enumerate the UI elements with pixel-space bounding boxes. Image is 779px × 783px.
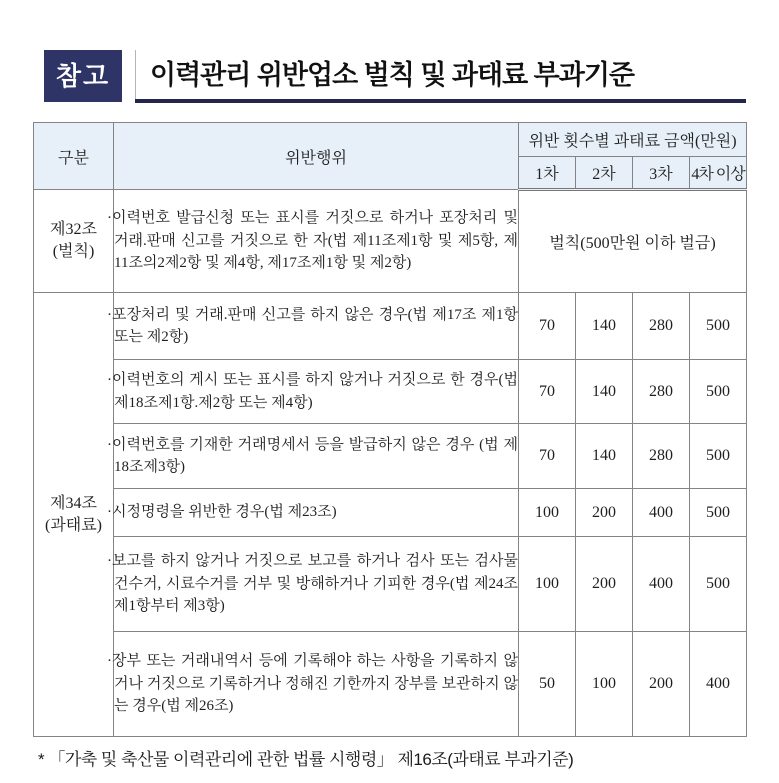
penalty-table (33, 122, 747, 737)
violation-cell: ·장부 또는 거래내역서 등에 기록해야 하는 사항을 기록하지 않거나 거짓으로 기록하거나 정해진 기한까지 장부를 보관하지 않는 경우(법 제26조) (114, 632, 519, 737)
fine-cell-1st: 70 (519, 360, 576, 424)
table-row-article34-1 (34, 293, 747, 360)
footnote: * 「가축 및 축산물 이력관리에 관한 법률 시행령」 제16조(과태료 부과기준) (38, 750, 574, 769)
violation-cell: ·이력번호의 게시 또는 표시를 하지 않거나 거짓으로 한 경우(법 제18조제1항.제2항 또는 제4항) (114, 360, 519, 424)
reference-badge: 참고 (44, 50, 122, 102)
category-line2: (벌칙) (52, 243, 95, 260)
fine-cell-1st: 100 (519, 537, 576, 632)
fine-cell-1st: 70 (519, 293, 576, 360)
col-header-category: 구분 (34, 123, 114, 190)
category-cell-article32 (34, 190, 114, 293)
fine-cell-4th: 500 (690, 424, 747, 489)
table-row-article34-5 (34, 537, 747, 632)
fine-cell-1st: 100 (519, 489, 576, 537)
category-cell-article34 (34, 293, 114, 737)
violation-cell: ·포장처리 및 거래.판매 신고를 하지 않은 경우(법 제17조 제1항 또는 제2항) (114, 293, 519, 360)
fine-cell-2nd: 140 (576, 360, 633, 424)
violation-cell: ·이력번호를 기재한 거래명세서 등을 발급하지 않은 경우 (법 제18조제3항) (114, 424, 519, 489)
violation-cell: ·이력번호 발급신청 또는 표시를 거짓으로 하거나 포장처리 및 거래.판매 신고를 거짓으로 한 자(법 제11조제1항 및 제5항, 제11조의2제2항 및 제4항, 제17조제1항 및 제2항) (114, 190, 519, 293)
fine-cell-2nd: 200 (576, 537, 633, 632)
page-title: 이력관리 위반업소 벌칙 및 과태료 부과기준 (150, 60, 634, 90)
fine-cell-1st: 50 (519, 632, 576, 737)
fine-cell-2nd: 200 (576, 489, 633, 537)
fine-cell-3rd: 400 (633, 489, 690, 537)
col-header-3rd: 3차 (633, 157, 690, 190)
col-header-4th-plus: 4차 이상 (690, 157, 747, 190)
col-header-2nd: 2차 (576, 157, 633, 190)
fine-cell-4th: 500 (690, 489, 747, 537)
category-line1: 제32조 (50, 221, 97, 239)
title-underline (135, 99, 746, 103)
fine-cell-2nd: 140 (576, 424, 633, 489)
category-line1: 제34조 (50, 494, 97, 512)
fine-cell-3rd: 280 (633, 293, 690, 360)
category-line2: (과태료) (44, 516, 103, 534)
violation-cell: ·시정명령을 위반한 경우(법 제23조) (114, 489, 519, 537)
fine-cell-2nd: 140 (576, 293, 633, 360)
table-row-article34-3 (34, 424, 747, 489)
col-header-fines-group: 위반 횟수별 과태료 금액(만원) (519, 123, 747, 157)
fine-cell-4th: 500 (690, 537, 747, 632)
fine-cell-3rd: 400 (633, 537, 690, 632)
header-divider-line (135, 50, 136, 102)
table-header-row-1 (34, 123, 747, 157)
penalty-merged-cell: 벌칙(500만원 이하 벌금) (519, 190, 747, 293)
violation-cell: ·보고를 하지 않거나 거짓으로 보고를 하거나 검사 또는 검사물건수거, 시료수거를 거부 및 방해하거나 기피한 경우(법 제24조제1항부터 제3항) (114, 537, 519, 632)
table-row-article32 (34, 190, 747, 293)
table-row-article34-6 (34, 632, 747, 737)
fine-cell-4th: 400 (690, 632, 747, 737)
fine-cell-3rd: 200 (633, 632, 690, 737)
fine-cell-2nd: 100 (576, 632, 633, 737)
fine-cell-3rd: 280 (633, 360, 690, 424)
fine-cell-1st: 70 (519, 424, 576, 489)
col-header-1st: 1차 (519, 157, 576, 190)
fine-cell-4th: 500 (690, 360, 747, 424)
fine-cell-3rd: 280 (633, 424, 690, 489)
col-header-violation: 위반행위 (114, 123, 519, 190)
table-row-article34-2 (34, 360, 747, 424)
table-row-article34-4 (34, 489, 747, 537)
fine-cell-4th: 500 (690, 293, 747, 360)
